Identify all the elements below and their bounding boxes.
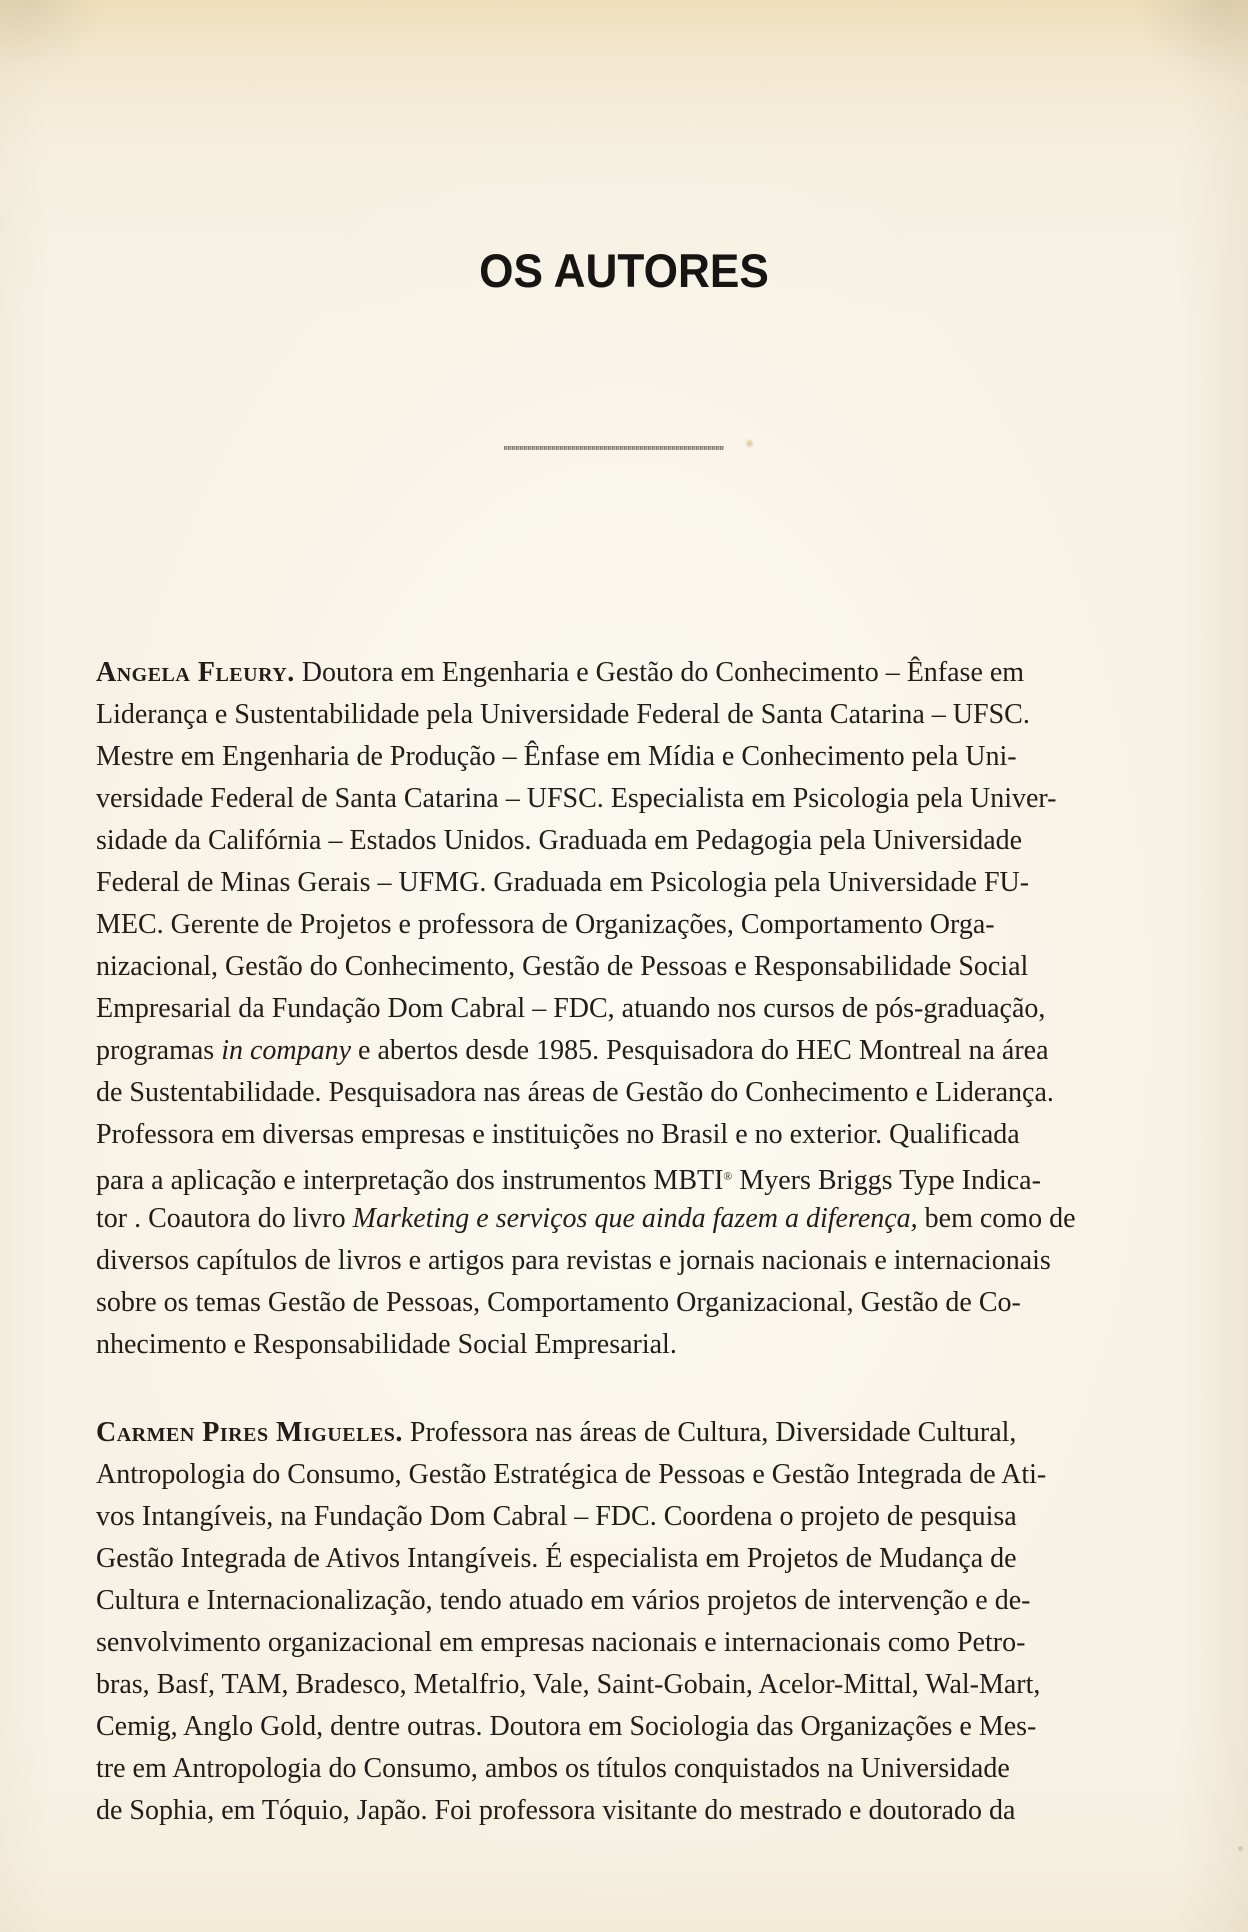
text-segment: e abertos desde 1985. Pesquisadora do HEC Montreal na área xyxy=(351,1035,1049,1066)
text-segment: bem como de xyxy=(917,1203,1076,1234)
text-segment: diversos capítulos de livros e artigos para revistas e jornais nacionais e internacionais xyxy=(96,1245,1051,1276)
body-text xyxy=(96,652,1152,1832)
author-name: Carmen Pires Migueles. xyxy=(96,1417,403,1448)
text-segment: para a aplicação e interpretação dos instrumentos MBTI xyxy=(96,1164,724,1196)
text-line xyxy=(96,1114,1152,1156)
text-line xyxy=(96,862,1152,904)
text-line xyxy=(96,694,1152,736)
text-line xyxy=(96,1748,1152,1790)
text-segment: bras, Basf, TAM, Bradesco, Metalfrio, Vale, Saint-Gobain, Acelor-Mittal, Wal-Mart, xyxy=(96,1669,1041,1700)
text-line xyxy=(96,1240,1152,1282)
paper-speck xyxy=(1238,1846,1243,1851)
author-bio-angela-fleury xyxy=(96,652,1152,1366)
italic-text: Marketing e serviços que ainda fazem a diferença, xyxy=(352,1203,918,1234)
text-line xyxy=(96,1706,1152,1748)
text-segment: programas xyxy=(96,1035,222,1066)
text-line xyxy=(96,778,1152,820)
text-segment: vos Intangíveis, na Fundação Dom Cabral – FDC. Coordena o projeto de pesquisa xyxy=(96,1501,1017,1532)
text-line xyxy=(96,904,1152,946)
text-line xyxy=(96,1324,1152,1366)
text-line xyxy=(96,1282,1152,1324)
text-segment: sobre os temas Gestão de Pessoas, Comportamento Organizacional, Gestão de Co- xyxy=(96,1287,1021,1318)
text-segment: Doutora em Engenharia e Gestão do Conhecimento – Ênfase em xyxy=(294,657,1025,688)
text-segment: de Sustentabilidade. Pesquisadora nas áreas de Gestão do Conhecimento e Liderança. xyxy=(96,1077,1054,1108)
text-line xyxy=(96,946,1152,988)
divider-rule xyxy=(504,446,724,450)
text-line xyxy=(96,652,1152,694)
text-segment: de Sophia, em Tóquio, Japão. Foi professora visitante do mestrado e doutorado da xyxy=(96,1795,1016,1826)
text-line xyxy=(96,1412,1152,1454)
text-segment: Professora nas áreas de Cultura, Diversidade Cultural, xyxy=(402,1417,1017,1448)
text-segment: Empresarial da Fundação Dom Cabral – FDC, atuando nos cursos de pós-graduação, xyxy=(96,993,1046,1024)
author-bio-carmen-pires-migueles xyxy=(96,1412,1152,1832)
text-segment: Antropologia do Consumo, Gestão Estratégica de Pessoas e Gestão Integrada de Ati- xyxy=(96,1459,1047,1490)
author-name: Angela Fleury. xyxy=(96,657,295,688)
text-line xyxy=(96,1664,1152,1706)
text-line xyxy=(96,1072,1152,1114)
text-line xyxy=(96,1580,1152,1622)
paper-speck xyxy=(745,438,754,449)
text-line xyxy=(96,736,1152,778)
page-title: OS AUTORES xyxy=(479,244,769,298)
text-line xyxy=(96,1454,1152,1496)
text-segment: tre em Antropologia do Consumo, ambos os títulos conquistados na Universidade xyxy=(96,1753,1010,1784)
text-line xyxy=(96,1496,1152,1538)
italic-text: in company xyxy=(221,1035,352,1066)
text-line xyxy=(96,1156,1152,1198)
text-segment: nhecimento e Responsabilidade Social Empresarial. xyxy=(96,1329,677,1360)
text-line xyxy=(96,1622,1152,1664)
text-segment: MEC. Gerente de Projetos e professora de Organizações, Comportamento Orga- xyxy=(96,909,995,940)
text-segment: Professora em diversas empresas e instituições no Brasil e no exterior. Qualificada xyxy=(96,1119,1020,1150)
text-line xyxy=(96,988,1152,1030)
text-segment: Cultura e Internacionalização, tendo atuado em vários projetos de intervenção e de- xyxy=(96,1585,1031,1616)
text-segment: Gestão Integrada de Ativos Intangíveis. É especialista em Projetos de Mudança de xyxy=(96,1543,1017,1574)
text-segment: Cemig, Anglo Gold, dentre outras. Doutora em Sociologia das Organizações e Mes- xyxy=(96,1711,1037,1742)
text-segment: senvolvimento organizacional em empresas nacionais e internacionais como Petro- xyxy=(96,1627,1026,1658)
text-segment: tor . Coautora do livro xyxy=(96,1203,353,1234)
text-line xyxy=(96,1030,1152,1072)
text-segment: Federal de Minas Gerais – UFMG. Graduada em Psicologia pela Universidade FU- xyxy=(96,867,1030,898)
text-segment: Liderança e Sustentabilidade pela Universidade Federal de Santa Catarina – UFSC. xyxy=(96,699,1030,730)
text-segment: Myers Briggs Type Indica- xyxy=(732,1164,1041,1196)
text-segment: Mestre em Engenharia de Produção – Ênfase em Mídia e Conhecimento pela Uni- xyxy=(96,741,1017,772)
text-line xyxy=(96,820,1152,862)
text-segment: sidade da Califórnia – Estados Unidos. Graduada em Pedagogia pela Universidade xyxy=(96,825,1023,856)
text-segment: nizacional, Gestão do Conhecimento, Gestão de Pessoas e Responsabilidade Social xyxy=(96,951,1029,982)
text-line xyxy=(96,1538,1152,1580)
registered-mark: ® xyxy=(723,1170,733,1183)
text-line xyxy=(96,1198,1152,1240)
text-segment: versidade Federal de Santa Catarina – UFSC. Especialista em Psicologia pela Univer- xyxy=(96,783,1057,814)
text-line xyxy=(96,1790,1152,1832)
